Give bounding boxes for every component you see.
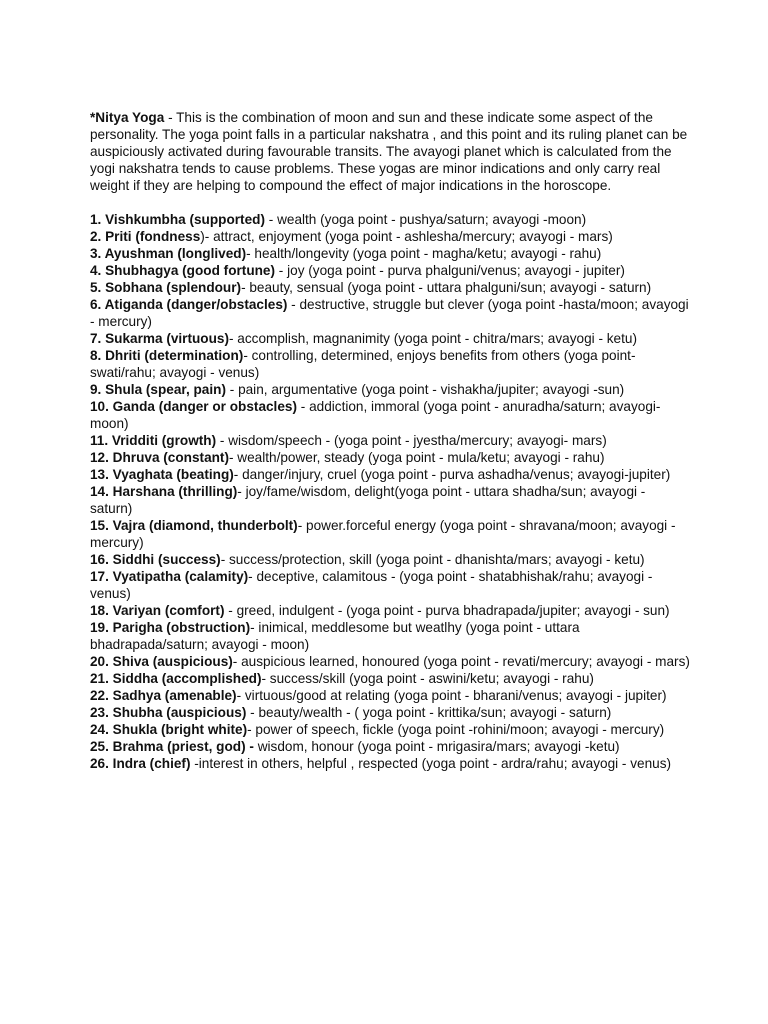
yoga-item [90,449,690,466]
intro-paragraph [90,109,690,194]
yoga-name: 17. Vyatipatha (calamity) [90,569,249,584]
yoga-description: - power.forceful energy (yoga point - shravana/moon; avayogi - mercury) [90,518,676,550]
yoga-list [90,211,690,772]
yoga-description: - accomplish, magnanimity (yoga point - chitra/mars; avayogi - ketu) [229,331,637,346]
yoga-item [90,398,690,432]
yoga-description: - health/longevity (yoga point - magha/ketu; avayogi - rahu) [246,246,602,261]
yoga-name: 20. Shiva (auspicious) [90,654,233,669]
document-page [90,109,690,772]
yoga-name: 25. Brahma (priest, god) - [90,739,254,754]
yoga-item [90,296,690,330]
yoga-name: 11. Vridditi (growth) [90,433,217,448]
yoga-description: - wealth/power, steady (yoga point - mula/ketu; avayogi - rahu) [228,450,605,465]
yoga-description: - pain, argumentative (yoga point - vishakha/jupiter; avayogi -sun) [225,382,625,397]
yoga-description: - wisdom/speech - (yoga point - jyestha/mercury; avayogi- mars) [216,433,607,448]
yoga-description: - virtuous/good at relating (yoga point - bharani/venus; avayogi - jupiter) [236,688,667,703]
yoga-item [90,381,690,398]
yoga-description: - destructive, struggle but clever (yoga point -hasta/moon; avayogi - mercury) [90,297,689,329]
yoga-name: 18. Variyan (comfort) [90,603,225,618]
yoga-description: - joy/fame/wisdom, delight(yoga point - uttara shadha/sun; avayogi - saturn) [90,484,646,516]
yoga-description: - deceptive, calamitous - (yoga point - shatabhishak/rahu; avayogi - venus) [90,569,653,601]
yoga-name: 1. Vishkumbha (supported) [90,212,265,227]
yoga-item [90,466,690,483]
yoga-item [90,245,690,262]
yoga-item [90,432,690,449]
yoga-item [90,551,690,568]
yoga-item [90,517,690,551]
yoga-name: 10. Ganda (danger or obstacles) [90,399,297,414]
yoga-description: - controlling, determined, enjoys benefits from others (yoga point-swati/rahu; avayogi - venus) [90,348,636,380]
yoga-item [90,211,690,228]
yoga-description: - joy (yoga point - purva phalguni/venus; avayogi - jupiter) [275,263,625,278]
yoga-description: - greed, indulgent - (yoga point - purva bhadrapada/jupiter; avayogi - sun) [224,603,670,618]
yoga-item [90,228,690,245]
yoga-item [90,602,690,619]
yoga-item [90,738,690,755]
yoga-item [90,330,690,347]
yoga-name: 19. Parigha (obstruction) [90,620,251,635]
yoga-name: 23. Shubha (auspicious) [90,705,247,720]
yoga-description: )- attract, enjoyment (yoga point - ashlesha/mercury; avayogi - mars) [200,229,613,244]
yoga-item [90,687,690,704]
yoga-description: - addiction, immoral (yoga point - anuradha/saturn; avayogi- moon) [90,399,661,431]
yoga-description: -interest in others, helpful , respected (yoga point - ardra/rahu; avayogi - venus) [190,756,672,771]
yoga-name: 8. Dhriti (determination) [90,348,244,363]
yoga-item [90,262,690,279]
yoga-name: 9. Shula (spear, pain) [90,382,226,397]
yoga-name: 3. Ayushman (longlived) [90,246,247,261]
yoga-name: 15. Vajra (diamond, thunderbolt) [90,518,298,533]
yoga-item [90,483,690,517]
yoga-name: 16. Siddhi (success) [90,552,221,567]
yoga-description: - beauty/wealth - ( yoga point - krittika/sun; avayogi - saturn) [246,705,612,720]
yoga-item [90,619,690,653]
yoga-name: 7. Sukarma (virtuous) [90,331,229,346]
yoga-item [90,704,690,721]
yoga-name: 12. Dhruva (constant) [90,450,229,465]
yoga-description: - power of speech, fickle (yoga point -rohini/moon; avayogi - mercury) [247,722,665,737]
yoga-name: 13. Vyaghata (beating) [90,467,234,482]
yoga-name: 14. Harshana (thrilling) [90,484,238,499]
yoga-item [90,568,690,602]
yoga-description: - danger/injury, cruel (yoga point - purva ashadha/venus; avayogi-jupiter) [233,467,671,482]
yoga-item [90,721,690,738]
yoga-description: wisdom, honour (yoga point - mrigasira/mars; avayogi -ketu) [253,739,620,754]
yoga-description: - auspicious learned, honoured (yoga point - revati/mercury; avayogi - mars) [232,654,690,669]
yoga-name: 21. Siddha (accomplished) [90,671,262,686]
yoga-item [90,755,690,772]
yoga-name: 2. Priti (fondness [90,229,201,244]
yoga-description: - beauty, sensual (yoga point - uttara phalguni/sun; avayogi - saturn) [241,280,652,295]
yoga-item [90,670,690,687]
yoga-name: 22. Sadhya (amenable) [90,688,237,703]
yoga-item [90,347,690,381]
intro-title: *Nitya Yoga [90,110,165,125]
yoga-item [90,279,690,296]
yoga-name: 5. Sobhana (splendour) [90,280,242,295]
yoga-name: 26. Indra (chief) [90,756,191,771]
yoga-description: - success/skill (yoga point - aswini/ketu; avayogi - rahu) [261,671,594,686]
yoga-item [90,653,690,670]
intro-text: - This is the combination of moon and sun and these indicate some aspect of the personality. The yoga point falls in a particular nakshatra , and this point and its ruling planet can be auspiciously activated during favourable transits. The avayogi planet which is calculated from the yogi nakshatra tends to cause problems. These yogas are minor indications and only carry real weight if they are helping to compound the effect of major indications in the horoscope. [90,110,688,193]
yoga-name: 6. Atiganda (danger/obstacles) [90,297,288,312]
yoga-description: - inimical, meddlesome but weatlhy (yoga point - uttara bhadrapada/saturn; avayogi - moon) [90,620,580,652]
yoga-name: 24. Shukla (bright white) [90,722,248,737]
yoga-description: - wealth (yoga point - pushya/saturn; avayogi -moon) [264,212,587,227]
yoga-name: 4. Shubhagya (good fortune) [90,263,276,278]
yoga-description: - success/protection, skill (yoga point - dhanishta/mars; avayogi - ketu) [220,552,645,567]
